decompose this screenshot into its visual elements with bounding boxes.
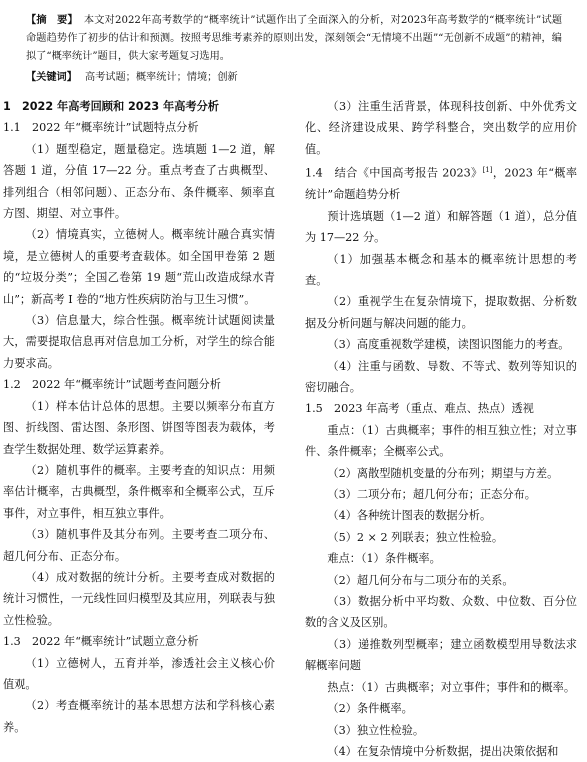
paragraph-text: （1）加强基本概念和基本的概率统计思想的考查。 bbox=[305, 252, 577, 287]
paragraph bbox=[3, 567, 275, 631]
abstract-label: 【摘 要】 bbox=[26, 15, 78, 26]
paragraph-text: （3）高度重视数学建模，读图识图能力的考查。 bbox=[327, 338, 570, 352]
paragraph bbox=[3, 139, 275, 225]
paragraph-text: 难点：（1）条件概率。 bbox=[327, 552, 441, 566]
paragraph-text: （5）2 × 2 列联表；独立性检验。 bbox=[327, 530, 504, 544]
subsection-heading bbox=[305, 398, 577, 419]
section-heading bbox=[3, 96, 275, 117]
right-column bbox=[305, 96, 577, 762]
paragraph-text: （1）样本估计总体的思想。主要以频率分布直方图、折线图、雷达图、条形图、饼图等图表为载体，考查学生数据处理、数学运算素养。 bbox=[3, 399, 275, 456]
paragraph bbox=[305, 698, 577, 719]
paragraph-text: 1.5 2023 年高考（重点、难点、热点）透视 bbox=[305, 402, 534, 416]
paragraph bbox=[305, 677, 577, 698]
paragraph-text: 1.2 2022 年“概率统计”试题考查问题分析 bbox=[3, 378, 221, 392]
paragraph-text: （4）成对数据的统计分析。主要考查成对数据的统计习惯性，一元线性回归模型及其应用，列联表与独立性检验。 bbox=[3, 570, 275, 627]
left-column bbox=[3, 96, 275, 738]
paragraph-text: （3）随机事件及其分布列。主要考查二项分布、超几何分布、正态分布。 bbox=[3, 528, 275, 563]
paragraph-text: （2）随机事件的概率。主要考査的知识点：用频率估计概率，古典概型，条件概率和全概率公式，互斥事件，对立事件，相互独立事件。 bbox=[3, 463, 275, 520]
subsection-heading bbox=[3, 117, 275, 138]
paragraph-text: （2）条件概率。 bbox=[327, 702, 413, 716]
paragraph bbox=[305, 634, 577, 677]
paragraph-text: （2）重视学生在复杂情境下，提取数据、分析数据及分析问题与解决问题的能力。 bbox=[305, 295, 577, 330]
subsection-heading bbox=[3, 374, 275, 395]
paragraph bbox=[305, 206, 577, 249]
paragraph-text: （4）在复杂情境中分析数据，提出决策依据和 bbox=[327, 744, 559, 758]
paragraph-text: 1.3 2022 年“概率统计”试题立意分析 bbox=[3, 635, 199, 649]
paragraph bbox=[305, 484, 577, 505]
paragraph-text: （4）注重与函数、导数、不等式、数列等知识的密切融合。 bbox=[305, 359, 577, 395]
paragraph-text: （3）递推数列型概率；建立函数模型用导数法求解概率问题 bbox=[305, 637, 577, 673]
paragraph-text: （3）二项分布；超几何分布；正态分布。 bbox=[327, 488, 536, 502]
paragraph bbox=[305, 741, 577, 762]
paragraph-text: （2）情境真实，立德树人。概率统计融合真实情境，是立德树人的重要考査载体。如全国甲卷第 2 题的“垃圾分类”；全国乙卷第 19 题“荒山改造成绿水青山”；新高考 Ⅰ 卷的“地方性疾病防治与卫生习惯”。 bbox=[3, 228, 275, 306]
keywords-label: 【关键词】 bbox=[26, 72, 77, 83]
subsection-heading bbox=[305, 160, 577, 206]
paragraph bbox=[305, 356, 577, 399]
paragraph-text: 1.1 2022 年“概率统计”试题特点分析 bbox=[3, 121, 199, 135]
paragraph-text: 1.4 结合《中国高考报告 2023》 bbox=[305, 166, 483, 180]
paragraph bbox=[305, 505, 577, 526]
paragraph bbox=[3, 695, 275, 738]
paragraph bbox=[305, 527, 577, 548]
paragraph-text: （1）题型稳定，题量稳定。选填题 1—2 道，解答题 1 道，分值 17—22 分。重点考查了古典概型、排列组合（相邻问题）、正态分布、条件概率、频率直方图、期望、对立事件。 bbox=[3, 142, 275, 221]
heading-continuation: ，2023 年“概率统计”命题趋势分析 bbox=[305, 166, 578, 202]
paragraph-text: 重点：（1）古典概率；事件的相互独立性；对立事件、条件概率；全概率公式。 bbox=[305, 423, 577, 459]
paragraph-text: （2）超几何分布与二项分布的关系。 bbox=[327, 573, 514, 587]
paragraph bbox=[305, 548, 577, 569]
keywords-text: 高考试题；概率统计；情境；创新 bbox=[84, 72, 238, 83]
subsection-heading bbox=[3, 631, 275, 652]
paragraph-text: 预计选填题（1—2 道）和解答题（1 道），总分值为 17—22 分。 bbox=[305, 209, 577, 245]
paragraph bbox=[305, 720, 577, 741]
paragraph bbox=[3, 653, 275, 696]
paragraph bbox=[305, 291, 577, 334]
paragraph bbox=[3, 224, 275, 310]
paragraph-text: （3）注重生活背景，体现科技创新、中外优秀文化、经济建设成果、跨学科整合，突出数学的应用价值。 bbox=[305, 100, 577, 156]
abstract-text: 本文对2022年高考数学的“概率统计”试题作出了全面深入的分析，对2023年高考数学的“概率统计”试题命题趋势作了初步的估计和预测。按照考思维考素养的原则出发，深刻领会“无情境不出题”“无创新不成题”的精神，编拟了“概率统计”题目，供大家考题复习选用。 bbox=[26, 15, 563, 62]
paragraph bbox=[305, 249, 577, 292]
paragraph bbox=[305, 334, 577, 355]
paragraph-text: （2）考查概率统计的基本思想方法和学科核心素养。 bbox=[3, 699, 275, 734]
paragraph-text: （3）独立性检验。 bbox=[327, 723, 425, 737]
paragraph bbox=[305, 463, 577, 484]
citation-ref: [1] bbox=[482, 166, 493, 175]
paragraph-text: 热点：（1）古典概率；对立事件；事件和的概率。 bbox=[327, 680, 576, 694]
paragraph bbox=[3, 524, 275, 567]
paragraph bbox=[305, 591, 577, 634]
paragraph bbox=[305, 96, 577, 160]
paragraph-text: 1 2022 年高考回顾和 2023 年高考分析 bbox=[3, 100, 219, 113]
paragraph-text: （3）数据分析中平均数、众数、中位数、百分位数的含义及区别。 bbox=[305, 595, 577, 630]
paragraph-text: （3）信息量大，综合性强。概率统计试题阅读量大，需要提取信息再对信息加工分析，对学生的综合能力要求高。 bbox=[3, 314, 275, 370]
paragraph bbox=[305, 570, 577, 591]
paragraph bbox=[305, 420, 577, 463]
paragraph bbox=[3, 460, 275, 524]
paragraph-text: （1）立德树人，五育并举，渗透社会主义核心价值观。 bbox=[3, 656, 275, 691]
paragraph bbox=[3, 396, 275, 460]
paragraph-text: （4）各种统计图表的数据分析。 bbox=[327, 509, 492, 523]
abstract bbox=[26, 12, 562, 66]
paragraph bbox=[3, 310, 275, 374]
paragraph-text: （2）离散型随机变量的分布列；期望与方差。 bbox=[327, 466, 559, 480]
keywords bbox=[26, 70, 562, 86]
